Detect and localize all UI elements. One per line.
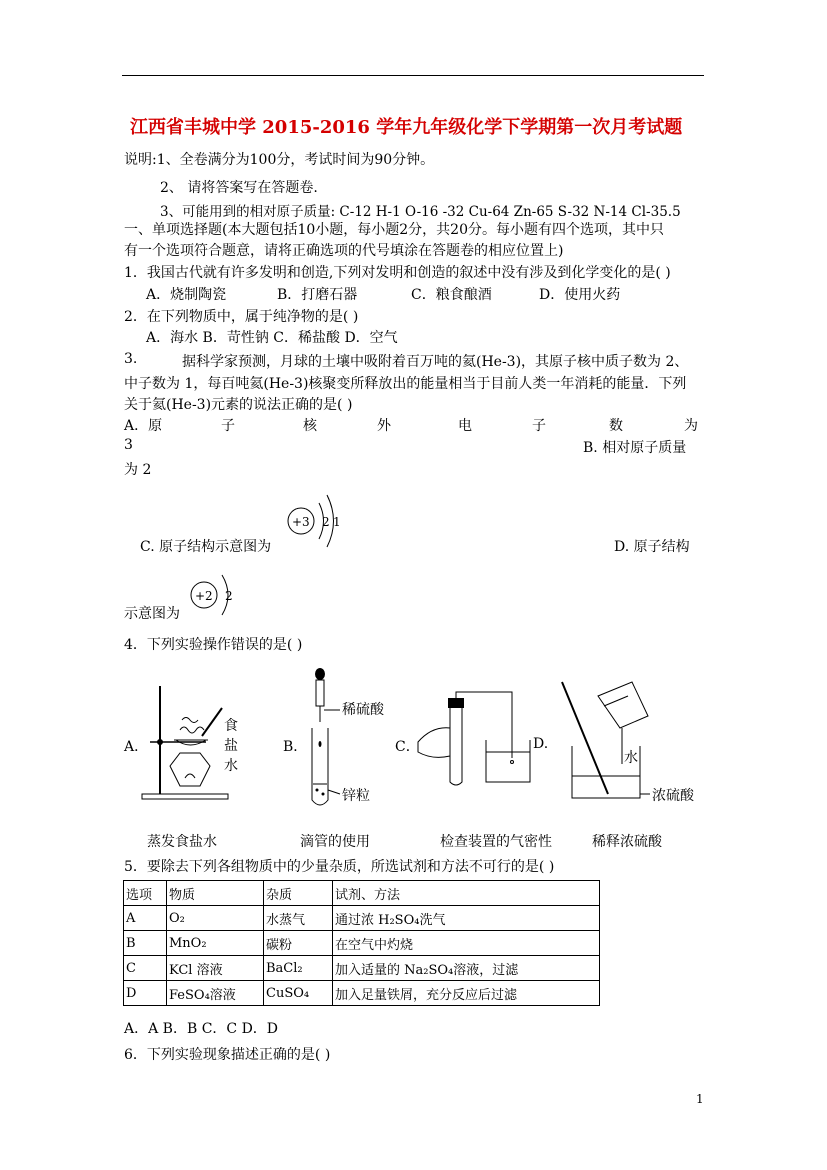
figure-d-dilution	[556, 676, 696, 806]
question-3-option-a-word-2: 子	[221, 418, 235, 434]
table-cell: 在空气中灼烧	[333, 931, 600, 956]
question-4-label-a: A．	[124, 739, 149, 755]
figure-b-dropper	[300, 664, 395, 814]
question-1-option-b: B．打磨石器	[277, 287, 358, 303]
figure-c-caption: 检查装置的气密性	[440, 834, 552, 850]
figure-c-airtightness	[412, 688, 532, 788]
question-3-line-1: 据科学家预测，月球的土壤中吸附着百万吨的氦(He-3)，其原子核中质子数为 2、	[182, 354, 689, 370]
question-5-table	[123, 880, 600, 1006]
figure-a-caption: 蒸发食盐水	[147, 834, 217, 850]
section-1-line-2: 有一个选项符合题意，请将正确选项的代号填涂在答题卷的相应位置上)	[124, 243, 564, 259]
table-cell: D	[124, 981, 167, 1006]
question-1-option-a: A．烧制陶瓷	[146, 287, 227, 303]
atomic-structure-diagram-d	[188, 572, 236, 616]
table-header-row	[124, 881, 600, 906]
figure-b-label-top: 稀硫酸	[342, 702, 384, 718]
table-cell: 加入足量铁屑，充分反应后过滤	[333, 981, 600, 1006]
question-1-option-d: D．使用火药	[539, 287, 621, 303]
section-1-line-1: 一、单项选择题(本大题包括10小题，每小题2分，共20分。每小题有四个选项，其中只	[124, 222, 664, 238]
question-6-stem: 6．下列实验现象描述正确的是( )	[124, 1047, 331, 1063]
table-cell: 加入适量的 Na₂SO₄溶液，过滤	[333, 956, 600, 981]
table-row	[124, 981, 600, 1006]
question-4-label-c: C．	[395, 739, 420, 755]
question-2-options: A．海水 B．苛性钠 C．稀盐酸 D．空气	[146, 330, 398, 346]
table-cell: A	[124, 906, 167, 931]
note-1: 说明:1、全卷满分为100分，考试时间为90分钟。	[124, 152, 435, 168]
question-5-stem: 5．要除去下列各组物质中的少量杂质，所选试剂和方法不可行的是( )	[124, 859, 555, 875]
table-row	[124, 956, 600, 981]
header-rule	[122, 75, 704, 76]
question-3-option-a-word-4: 外	[377, 418, 391, 434]
table-row	[124, 931, 600, 956]
question-3-option-b-line-2: 为 2	[124, 462, 152, 478]
question-3-number: 3.	[124, 351, 138, 367]
question-1-option-c: C．粮食酿酒	[411, 287, 492, 303]
figure-b-caption: 滴管的使用	[300, 834, 370, 850]
diagram-c-shell-2: 1	[333, 515, 341, 529]
question-3-option-a-word-5: 电	[458, 418, 472, 434]
question-4-stem: 4．下列实验操作错误的是( )	[124, 637, 303, 653]
question-4-label-d: D.	[533, 736, 549, 752]
table-cell: O₂	[167, 906, 264, 931]
question-2-stem: 2．在下列物质中，属于纯净物的是( )	[124, 309, 359, 325]
table-cell: CuSO₄	[264, 981, 333, 1006]
table-header-cell: 杂质	[264, 881, 333, 906]
question-5-options: A．A B．B C．C D．D	[124, 1021, 279, 1037]
figure-d-label-top: 水	[624, 750, 638, 766]
table-header-cell: 选项	[124, 881, 167, 906]
note-3: 3、可能用到的相对原子质量: C-12 H-1 O-16 -32 Cu-64 Zn-65 S-32 N-14 Cl-35.5	[160, 204, 681, 220]
table-cell: 水蒸气	[264, 906, 333, 931]
question-3-line-2: 中子数为 1，每百吨氦(He-3)核聚变所释放出的能量相当于目前人类一年消耗的能量．下列	[124, 376, 687, 392]
table-cell: KCl 溶液	[167, 956, 264, 981]
diagram-c-nucleus: +3	[292, 515, 310, 529]
figure-b-label-bottom: 锌粒	[342, 788, 370, 804]
table-cell: BaCl₂	[264, 956, 333, 981]
table-cell: 碳粉	[264, 931, 333, 956]
diagram-c-shell-1: 2	[322, 515, 330, 529]
page-number: 1	[696, 1092, 704, 1106]
table-header-cell: 试剂、方法	[333, 881, 600, 906]
atomic-structure-diagram-c	[284, 486, 354, 548]
question-1-stem: 1．我国古代就有许多发明和创造,下列对发明和创造的叙述中没有涉及到化学变化的是( )	[124, 265, 671, 281]
figure-d-caption: 稀释浓硫酸	[592, 834, 662, 850]
note-2: 2、 请将答案写在答题卷.	[160, 180, 318, 196]
table-cell: B	[124, 931, 167, 956]
table-cell: FeSO₄溶液	[167, 981, 264, 1006]
table-cell: C	[124, 956, 167, 981]
table-row	[124, 906, 600, 931]
question-3-option-d-line-2: 示意图为	[124, 606, 180, 622]
question-3-option-a-word-1: A．原	[124, 418, 163, 434]
figure-a-evaporation	[140, 678, 250, 802]
question-3-option-a-word-8: 为	[684, 418, 698, 434]
figure-a-label-2: 盐	[224, 738, 238, 754]
question-3-option-a-word-7: 数	[609, 418, 623, 434]
table-cell: MnO₂	[167, 931, 264, 956]
question-3-option-a-word-6: 子	[532, 418, 546, 434]
diagram-d-nucleus: +2	[195, 589, 213, 603]
question-3-option-c: C. 原子结构示意图为	[140, 539, 272, 555]
diagram-d-shell-1: 2	[225, 589, 233, 603]
question-3-option-d-line-1: D. 原子结构	[614, 539, 690, 555]
figure-a-label-1: 食	[224, 718, 238, 734]
page-title: 江西省丰城中学 2015-2016 学年九年级化学下学期第一次月考试题	[130, 117, 683, 138]
figure-a-label-3: 水	[224, 758, 238, 774]
figure-d-label-bottom: 浓硫酸	[652, 788, 694, 804]
question-3-line-3: 关于氦(He-3)元素的说法正确的是( )	[124, 397, 353, 413]
table-header-cell: 物质	[167, 881, 264, 906]
question-3-option-a-value: 3	[124, 437, 133, 453]
question-3-option-b-line-1: B. 相对原子质量	[583, 440, 687, 456]
question-4-label-b: B．	[283, 739, 308, 755]
question-3-option-a-word-3: 核	[303, 418, 317, 434]
table-cell: 通过浓 H₂SO₄洗气	[333, 906, 600, 931]
